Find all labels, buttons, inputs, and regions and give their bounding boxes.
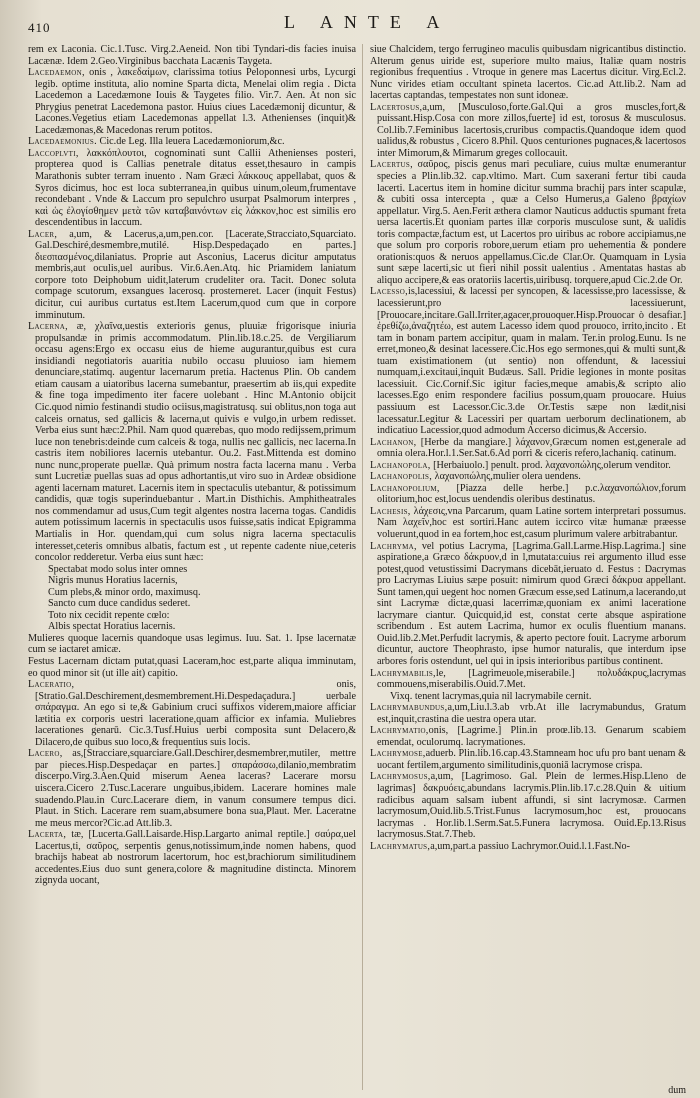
left-column <box>28 44 356 1092</box>
dictionary-entry <box>28 679 356 748</box>
verse-line: Spectabat modo solus inter omnes <box>48 563 188 575</box>
entry-definition: as,[Stracciare,squarciare.Gall.Deschirer,desmembrer,mutiler, mettre par pieces.Hisp.Despedaçar en partes.] σπαράσσω,dilanio,membratim discerpo.Virg.3.Aen.Quid miserum Aenea laceras? Lacerare morsu uiscera.Cicero 2.Tusc.Lacerare unguibus,ibidem. Lacerare homines male suadendo.Plau.in Curc.Lacerare diem, in vanum consumere tempus dici. Plaut. in Stich. Lacerare rem suam,absumere bona sua,Plaut. Mer. Laceratne me meus mercor?Cic.ad Att.lib.3. <box>35 748 356 829</box>
dictionary-entry <box>370 702 686 725</box>
entry-definition: [Herbaiuolo.] penult. prod. λαχανοπώλης,olerum venditor. <box>430 459 671 471</box>
verse-line: Albis spectat Horatius lacernis. <box>48 621 176 633</box>
entry-definition: onis, [Lagrime.] Plin.in proœ.lib.13. Genarum scabiem emendat, oculorumq. lacrymationes. <box>377 725 686 748</box>
entry-headword: Lachrymosus, <box>370 771 431 783</box>
entry-definition: a,um, [Lagrimoso. Gal. Plein de lermes.Hisp.Lleno de lagrimas] δακρυόεις,abundans lacrymis.Plin.lib.17.c.28.Quin & uitium radicibus aquam salsam iubent affundi, si sint lacrymosæ. Carmen lacrymosum,Ouid.lib.5.Trist.Funus lacrymosum,hoc est, prouocans lacrymas . Hor.lib.1.Serm.Sat.5.Funera lacrymosa. Ouid.Ep.13.Risus lacrymosus.Stat.7.Theb. <box>377 771 686 841</box>
entry-headword: Lachanon, <box>370 436 417 448</box>
entry-headword: Lacerna, <box>28 321 68 333</box>
entry-headword: Lacedaemonius. <box>28 136 97 148</box>
dictionary-entry <box>370 437 686 460</box>
entry-definition: a,um, & Lacerus,a,um,pen.cor. [Lacerate,Stracciato,Squarciato. Gal.Deschiré,desmembre,mutilé. Hisp.Despedaçado en partes.] διεσπασμένος,dilaniatus. Proprie aut Asconius, Lacerus dicitur amputatus membris,aut oculis,uel auribus. Vir.6.Aen.Atq. hic Priamidem laniatum corpore toto Deiphobum uidit,laterum crudeliter ora. Tacit. Donec soluta compage scutorum, exsangues lacerosq. prosterneret. Lacer (inquit Festus) dicitur, cui auribus curtatus est.Item Lacerum,quod cum que in corpore imminutum. <box>35 228 356 321</box>
entry-definition: λάχεσις,vna Parcarum, quam Latine sortem interpretari possumus. Nam λαχεῖν,hoc est sortiri.Hanc autem iccirco vitæ humanæ præesse voluerunt,quod in ea fortem,hoc est,casum plurimum valere arbitrabantur. <box>377 505 686 540</box>
dictionary-entry <box>28 229 356 321</box>
dictionary-entry <box>370 471 686 483</box>
entry-headword: Lachrymatio, <box>370 725 429 737</box>
entry-headword: Lacer, <box>28 228 58 240</box>
verse-line: Vixq. tenent lacrymas,quia nil lacrymabile cernit. <box>390 690 592 702</box>
page-header <box>0 0 700 44</box>
entry-definition: σαῦρος, piscis genus mari peculiare, cuius multæ enumerantur species a Plin.lib.32. cap.vltimo. Mart. Cum saxerani fertur tibi cauda lacerti. Lacertus item in homine dicitur summa brachij pars inter scapulæ, & cubiti ossa intercepta , quæ a Celso Humerus,a Galeno βραχίων appellatur. Virg.5. Aen.Ferit æthera clamor Nauticus adductis spumant freta uersa lacertis.Et quoniam partes illæ corporis musculose sunt, & ualidis toris compactæ,factum est, ut Lacertos pro uiribus ac robore accipiamus,ne que solum pro corporis robore,uerum etiam pro uehementia & pondere orationis:quos & neruos appellamus.Cic.de Clar.Or. Quamquam in Lysia sunt sæpe lacerti,sic ut fieri nihil possit ualentius . Amentatas hastas ab aliquo accipere,& eas oratoriis lacertis,uiribusq. torquere,apud Cic.2.de Or. <box>377 159 686 286</box>
dictionary-entry <box>28 136 356 148</box>
column-divider <box>362 44 363 1090</box>
entry-headword: Lachrymatus, <box>370 840 431 852</box>
entry-headword: Lachrymabilis, <box>370 667 436 679</box>
entry-definition: a,um, [Musculoso,forte.Gal.Qui a gros muscles,fort,& puissant.Hisp.Cosa con more zillos,fuerte] id est, torosus & musculosus. Col.lib.7.Feminibus lacertosis,cruribus compactis.Quandoque idem quod ualidus,& robustus , Cicero 8.Phil. Quos centuriones pugnaces,& lacertosos inter Mimorum,& Mimarum greges collocauit. <box>377 101 686 159</box>
entry-definition: le, [Lagrimeuole,miserabile.] πολυδάκρυς,lacrymas commouens,miserabilis.Ouid.7.Met. <box>377 667 686 691</box>
entry-headword: Lachrymabundus, <box>370 702 448 714</box>
dictionary-entry <box>370 748 686 771</box>
entry-definition: vel potius Lacryma, [Lagrima.Gall.Larme.Hisp.Lagrima.] sine aspiratione,a Græco δάκρυον,d in l,mutata:cuius rei argumento illud esse potest,quod vetustissimi Dacrymans dicebāt,ieruato d. Festus : Dacrymas pro Lacrymas Liuius sæpe posuit: nimirum quod Græci δάκρυα appellant. Sunt tamen,qui uegent hoc nomen Græcum esse,sed Latinum,a lacerando,ut sint Lacrymæ dictæ,quasi lacerrimæ,quoniam ex animi laceratione lacrymare ciantur. Quicquid,id est, constat certe absque aspiratione scribendum . Est autem Lacrima, humor ex oculis fluentium manans. Ouid.lib.2.Met.Perfudit lacrymis, & aperto pectore fouit. Lacryme arborum dicuntur, auctore Theophrasto, ipse humor naturalis, que interdum ipse arbores foris ostendunt, uel qui in ipsis interioribus partibus continent. <box>377 540 686 667</box>
verse-line: Nigris munus Horatius lacernis, <box>48 575 178 587</box>
entry-headword: Lachanopolium, <box>370 482 440 494</box>
entry-headword: Lachanopola, <box>370 459 431 471</box>
verse-line: Cum plebs,& minor ordo, maximusq. <box>48 586 201 598</box>
entry-definition: λαχανοπώλης,mulier olera uendens. <box>432 471 581 483</box>
verse-line: Toto nix cecidit repente cœlo: <box>48 609 170 621</box>
entry-headword: Lachanopolis, <box>370 471 433 483</box>
entry-definition: aduerb. Plin.lib.16.cap.43.Stamneam hoc ufu pro bant uenam & uocant fertilem,argumento similitudinis,quoniā lacrymose crispa. <box>377 748 686 771</box>
page-number: 410 <box>28 20 51 35</box>
dictionary-entry <box>370 159 686 286</box>
dictionary-entry <box>370 483 686 506</box>
entry-headword: Laccoplvti, <box>28 147 79 159</box>
entry-definition: [Piazza delle herbe.] p.c.λαχανοπώλιον,forum olitorium,hoc est,locus uendendis oleribus destinatus. <box>377 482 686 506</box>
verse-line: Sancto cum duce candidus sederet. <box>48 598 191 610</box>
dictionary-entry <box>28 829 356 887</box>
entry-definition: onis , λακεδαίμων, clarissima totius Peloponnesi urbs, Lycurgi legib. optime instituta, alio nomine Sparta dicta, Menelai olim regia . Dicta Lacedemon a Lacedæmone Iouis & Taygetes filio. Vir.7. Aen. At non sic Phrygius penetrat Lacedemona pastor. Huius ciues Lacedæmonij dicuntur, & Lacones.Vegetius etiam Lacedemonas appellat l.3. Athenienses (inquit)& Lacedæmonas,& Macedonas rerum potitos. <box>35 67 356 136</box>
dictionary-entry <box>370 725 686 748</box>
entry-headword: Laceratio, <box>28 679 75 691</box>
entry-definition: onis, [Stratio.Gal.Deschirement,desmembrement.Hi.Despedaçadura.] uerbale σπάραγμα. An ego si te,& Gabinium cruci suffixos viderem,maiore afficiar lætitia ex corporis uestri laceratione,quam afficior ex infamia. Muliebres lacerationes genarū. Cic.3.Tusf.Huius uerbi composita sunt Delacero,& Dilacero,de quibus suo loco,& frequentius suis locis. <box>35 679 356 748</box>
dictionary-entry <box>370 460 686 472</box>
entry-definition: a,um,Liu.l.3.ab vrb.At ille lacrymabundus, Gratum est,inquit,crastina die uestra opera utar. <box>377 702 686 725</box>
entry-headword: Lacerta, <box>28 829 67 841</box>
entry-headword: Lachryma, <box>370 540 417 552</box>
dictionary-entry <box>28 748 356 829</box>
dictionary-entry <box>370 668 686 691</box>
entry-headword: Lacedaemon, <box>28 67 85 79</box>
entry-definition: is,lacessiui, & lacessi per syncopen, & lacessisse,pro lacessisse, & lacessierunt,pro lacessiuerunt, [Prouocare,incitare.Gall.Irriter,agacer,prouoquer.Hisp.Prouocar ò desafiar.] ἐρεθίζω,ἀναζητέω, est autem Lacesso idem quod prouoco, irrito,incito . Et tam in bonam partem accipitur, quam in malam. Ter.in prolog.Eunu. Is ne erret,moneo,& desinat lacessere.Cic.Hos ego sermones,qui & multi sunt,& tuam existimationem (ut sentio) non offendunt, & lacessiui numquam,i.excitaui,inquit Budæus. Sall. Pridie legiones in monte positas lacessiuit. Cic.Cornif.Sic igitur facies,meque amabis,& scripto alio lacesses.Ego enim respondere facilius possum,quam prouocare. Huius passiuum est Lacessor.Cic.3.de Or.Testis sæpe non lædit,nisi lacessatur.Legitur & Lacessiri per quartam uerborum declinationem, ab indicatiuo Lacessior,quod admodum Accerso dicimus,& Accersio. <box>377 286 686 437</box>
entry-headword: Lacertus, <box>370 159 413 171</box>
dictionary-entry <box>370 841 686 853</box>
entry-definition: Cic.de Leg. Illa leuera Lacedæmoniorum,&c. <box>96 136 285 148</box>
catchword: dum <box>668 1085 686 1096</box>
dictionary-entry <box>28 148 356 229</box>
entry-headword: Lachrymose, <box>370 748 426 760</box>
entry-headword: Lacero, <box>28 748 63 760</box>
dictionary-entry <box>370 771 686 840</box>
dictionary-entry <box>370 102 686 160</box>
right-column <box>370 44 686 1092</box>
running-head: L ANTE A <box>284 12 451 32</box>
entry-definition: tæ, [Lucerta.Gall.Laisarde.Hisp.Largarto animal reptile.] σαύρα,uel Lacertus,ti, σαῦρος, serpentis genus,notissimum,inde nomen habens, quod brachijs habeat ab nostrorum lacertorum, hoc est,brachiorum similitudinem accedentes.Eius duo sunt genera,colore & magnitudine distincta. Minorem zignyda uocant, <box>35 829 356 887</box>
entry-headword: Lacesso, <box>370 286 409 298</box>
continued-text: siue Chalcidem, tergo ferrugineo maculis quibusdam nigricantibus distinctio. Alterum genus uiride est, superiore multo maius, Italiæ quam nostris regionibus frequentius . Vtroque in genere mas Lacertus dicitur. Virg.Ecl.2. Nunc virides etiam occultant spineta lacertos. Cic.ad Att.lib.2. Nam ad lacertas captandas, tempestates non sunt idoneæ. <box>370 44 686 102</box>
dictionary-entry <box>370 541 686 668</box>
entry-definition: [Herbe da mangiare.] λάχανον,Græcum nomen est,generale ad omnia olera.Hor.l.1.Ser.Sat.6.Ad porri & ciceris refero,lachaniq. catinum. <box>377 436 686 460</box>
dictionary-entry <box>370 506 686 541</box>
dictionary-entry <box>370 286 686 436</box>
dictionary-entry <box>28 67 356 136</box>
entry-definition: a,um,part.a passiuo Lachrymor.Ouid.l.1.Fast.No- <box>430 840 630 852</box>
entry-definition: λακκόπλουτοι, cognominati sunt Callii Athenienses posteri, propterea quod is Callias penetrale ditatus esset,thesauro in campis Marathonis subter terram inuento . Nam Græci λάκκους appellabat, quos & Syros dicimus, hoc est loca subterranea,in quibus uinum,oleum,frumentave recondebant . Vnde & Laccum pro sepulchro usurpat Psalmorum interpres , καὶ ὡς ἐλογίσθημεν μετὰ τῶν καταβαινόντων εἰς λάκκον,hoc est similis ero descendentibus in laccum. <box>35 147 356 229</box>
continued-text: Festus Lacernam dictam putat,quasi Laceram,hoc est,parte aliqua imminutam, eo quod minor sit (ut ille ait) capitio. <box>28 655 356 679</box>
entry-headword: Lacertosus, <box>370 101 423 113</box>
continued-text: Mulieres quoque lacernis quandoque usas legimus. Iuu. Sat. 1. Ipse lacernatæ cum se iactaret amicæ. <box>28 632 356 656</box>
continued-text: rem ex Laconia. Cic.1.Tusc. Virg.2.Aeneid. Non tibi Tyndari-dis facies inuisa Lacænæ. Idem 2.Geo.Virginibus bacchata Lacænis Taygeta. <box>28 44 356 67</box>
entry-definition: æ, χλαῖνα,uestis exterioris genus, pluuiæ frigorisque iniuria propulsandæ in primis accommodatum. Plin.lib.18.c.25. de Vergiliarum occasu agens:Ergo ex occasu eius de hieme augurantur,quibus est cura insidiandi negotiatoris auaritia nubilo occasu pluuioso iam hiemem denunciare,statimq. augentur lacernarum pretia. Hactenus Plin. Ob candem etiam causam a uiatoribus lacerna sumebantur, praesertim ab iis,qui expedite & fine toga impedimento iter facere uolebant . Hinc M.Antonio obijcit Cic.quod nimio festinandi studio ociisus,magistratusq. sui oblitus,non toga aut calceis ornatus, sed gallicis & lacerna,ut quivis e vulgo,in urbem redisset. Verba eius sunt hæc:2.Phil. Nam quod quærebas, quo modo redijssem,primum luce non tenebris:deinde cum calceis & toga, nullis nec gallicis, nec lacerna.In castris item nobiliores lacernis utebantur. Ou.2. Fast.Mittenda est domino nunc nunc,properate puellæ. Quà primum nostra facta lacerna manu . Verba sunt Lucretiæ puellas suas ad opus adhortantis,ut viro suo in Ardeæ obsidione agenti lacernam maturet. Lacernis item in spectaculis utebantur, & potissimum candidis, quæ togis superinduebantur . Mart.in Disthichis. Amphitheatrales nos commendamur ad usus,Cum tegit algentes nostra lacerna togas. Candidis autem potissimum lacernis in spectaculis usos fuisse,satis indicat Epigramma Martialis in Hor. quendam,qui cum solus nigra lacerna spectaculis interesset,ceteris omnibus albatis, factum est , ut repente cadente niue,ceteris concolor redderetur. Verba eius sunt hæc: <box>35 321 356 564</box>
dictionary-entry <box>28 321 356 563</box>
entry-headword: Lachesis, <box>370 505 411 517</box>
